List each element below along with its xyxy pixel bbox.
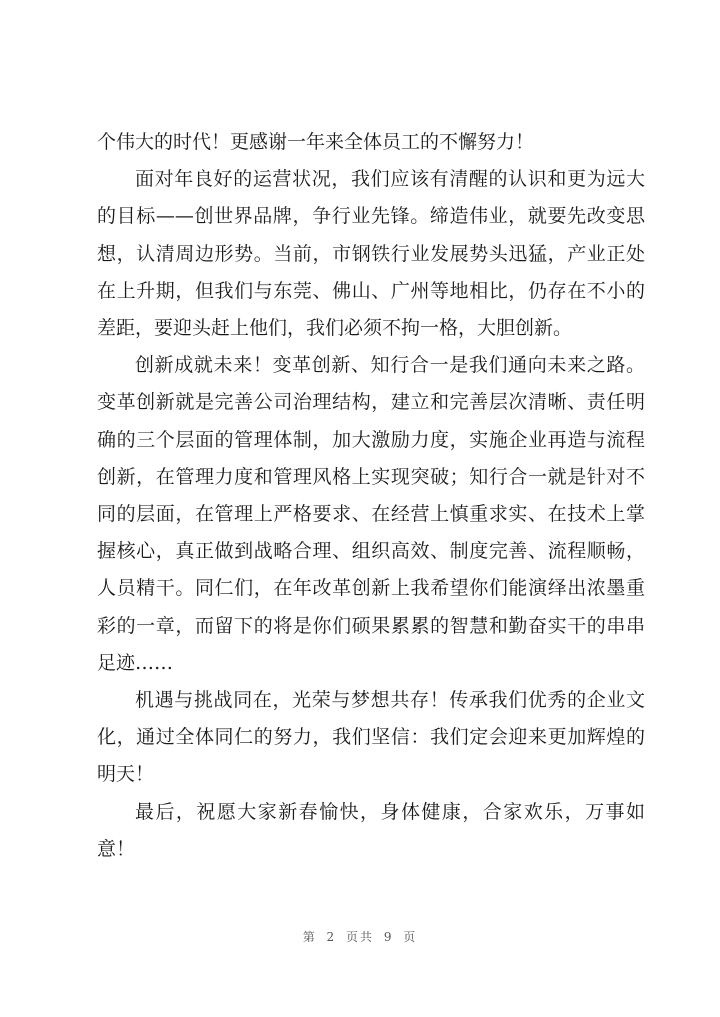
paragraph-4: 机遇与挑战同在，光荣与梦想共存！传承我们优秀的企业文化，通过全体同仁的努力，我们坚信：我们定会迎来更加辉煌的明天！ [97, 689, 645, 786]
page-number-footer: 第 2 页共 9 页 [302, 930, 418, 944]
paragraph-3: 创新成就未来！变革创新、知行合一是我们通向未来之路。变革创新就是完善公司治理结构，建立和完善层次清晰、责任明确的三个层面的管理体制，加大激励力度，实施企业再造与流程创新，在管理力度和管理风格上实现突破；知行合一就是针对不同的层面，在管理上严格要求、在经营上慎重求实、在技术上掌握核心，真正做到战略合理、组织高效、制度完善、流程顺畅，人员精干。同仁们，在年改革创新上我希望你们能演绎出浓墨重彩的一章，而留下的将是你们硕果累累的智慧和勤奋实干的串串足迹…… [97, 354, 645, 674]
document-body [97, 124, 645, 868]
paragraph-5: 最后，祝愿大家新春愉快，身体健康，合家欢乐，万事如意！ [97, 800, 645, 860]
paragraph-1: 个伟大的时代！更感谢一年来全体员工的不懈努力！ [97, 131, 535, 153]
paragraph-2: 面对年良好的运营状况，我们应该有清醒的认识和更为远大的目标——创世界品牌，争行业先锋。缔造伟业，就要先改变思想，认清周边形势。当前，市钢铁行业发展势头迅猛，产业正处在上升期，但我们与东莞、佛山、广州等地相比，仍存在不小的差距，要迎头赶上他们，我们必须不拘一格，大胆创新。 [97, 168, 645, 340]
